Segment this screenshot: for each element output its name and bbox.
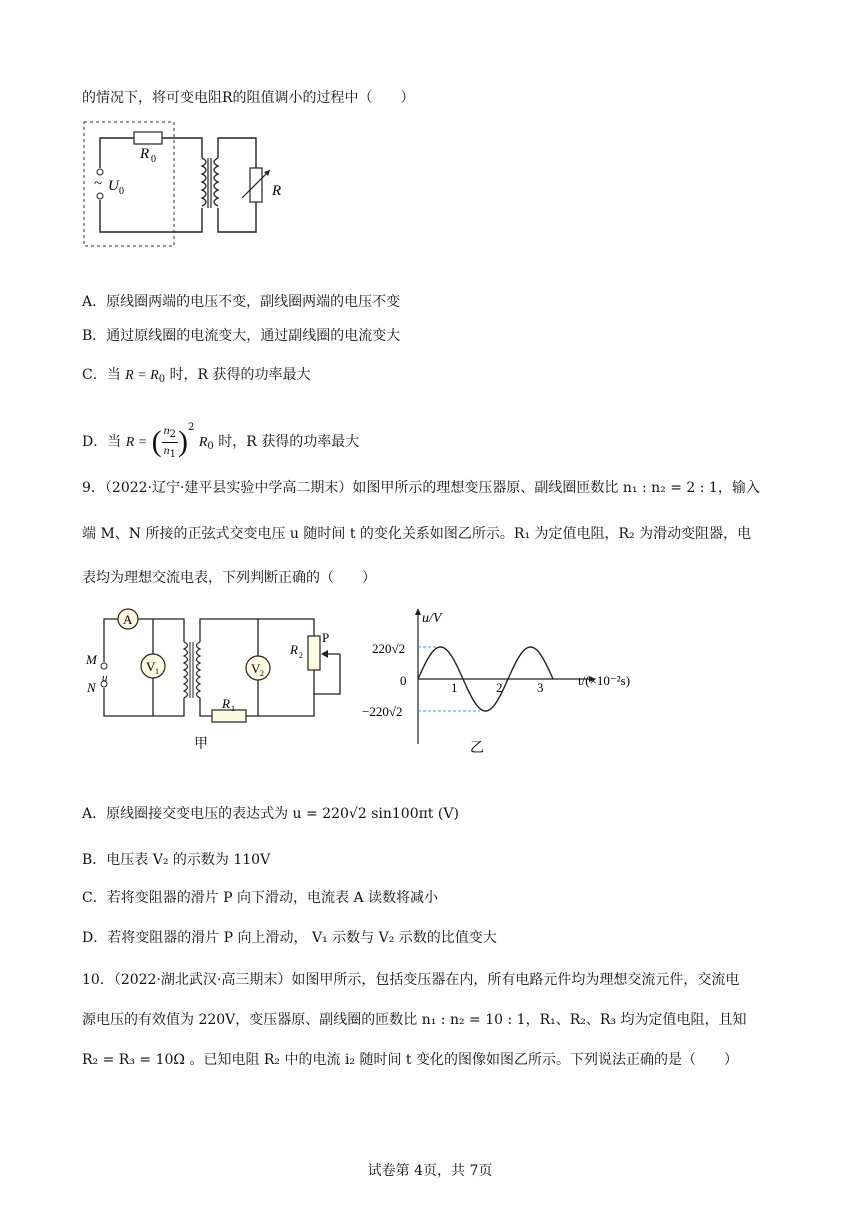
svg-text:0: 0 — [119, 186, 124, 197]
r1-resistor — [212, 710, 246, 722]
caption-yi: 乙 — [470, 741, 484, 754]
page-footer: 试卷第 4页，共 7页 — [367, 1163, 493, 1179]
svg-text:0: 0 — [151, 154, 156, 165]
q8-option-a: A．原线圈两端的电压不变，副线圈两端的电压不变 — [82, 294, 401, 310]
figure-yi — [362, 606, 662, 754]
q8-figure — [82, 118, 292, 250]
svg-text:1: 1 — [155, 667, 159, 676]
svg-text:R: R — [140, 146, 150, 162]
svg-text:U: U — [108, 178, 119, 194]
x-tick-1: 1 — [451, 680, 458, 695]
svg-text:R: R — [290, 642, 298, 657]
ac-symbol: ~ — [94, 176, 103, 192]
q9-line-2: 端 M、N 所接的正弦式交变电压 u 随时间 t 的变化关系如图乙所示。R₁ 为定值电阻，R₂ 为滑动变阻器，电 — [82, 526, 752, 542]
svg-text:V: V — [251, 661, 261, 676]
ymax-label: 220√2 — [372, 641, 406, 656]
svg-text:P: P — [322, 630, 330, 645]
svg-text:R: R — [272, 183, 282, 199]
svg-text:0: 0 — [400, 673, 407, 688]
svg-text:N: N — [87, 680, 96, 695]
x-tick-2: 2 — [496, 680, 503, 695]
q8-option-c: C．当 $R = R_0$ 时，R 获得的功率最大 — [82, 367, 311, 385]
svg-text:2: 2 — [299, 651, 303, 660]
q10-line-3: R₂ = R₃ = 10Ω 。已知电阻 R₂ 中的电流 i₂ 随时间 t 变化的图像如图乙所示。下列说法正确的是（ ） — [82, 1052, 739, 1068]
q9-option-d: D．若将变阻器的滑片 P 向上滑动， V₁ 示数与 V₂ 示数的比值变大 — [82, 930, 497, 946]
variable-resistor — [250, 168, 262, 202]
q9-option-b: B．电压表 V₂ 的示数为 110V — [82, 852, 271, 868]
svg-text:2: 2 — [260, 669, 264, 678]
q9-line-1: 9．（2022·辽宁·建平县实验中学高二期末）如图甲所示的理想变压器原、副线圈匝数比 n₁ : n₂ = 2 : 1，输入 — [82, 480, 760, 496]
svg-text:1: 1 — [231, 704, 235, 713]
q8-option-d: D．当 R = ( $\frac{n_2}{n_1}$ )$^2$ $R_0$ 时，R 获得的功率最大 — [82, 422, 360, 460]
x-tick-3: 3 — [537, 680, 544, 695]
caption-jia: 甲 — [194, 737, 208, 752]
q9-option-a: A．原线圈接交变电压的表达式为 u = 220√2 sin100πt (V) — [82, 806, 459, 822]
svg-text:R: R — [222, 696, 230, 711]
q8-stem-tail: 的情况下，将可变电阻R的阻值调小的过程中（ ） — [82, 90, 415, 106]
svg-text:t/(×10⁻²s): t/(×10⁻²s) — [578, 673, 631, 688]
r2-rheostat — [308, 636, 320, 670]
svg-text:u/V: u/V — [422, 611, 442, 626]
svg-text:M: M — [86, 652, 97, 667]
q10-line-1: 10．（2022·湖北武汉·高三期末）如图甲所示，包括变压器在内，所有电路元件均为理想交流元件，交流电 — [82, 972, 740, 988]
figure-jia — [82, 602, 362, 752]
r0-resistor — [134, 132, 162, 144]
q8-option-b: B．通过原线圈的电流变大，通过副线圈的电流变大 — [82, 328, 401, 344]
ymin-label: −220√2 — [362, 704, 403, 719]
svg-text:A: A — [123, 612, 133, 627]
q9-line-3: 表均为理想交流电表，下列判断正确的（ ） — [82, 570, 376, 586]
svg-text:u: u — [102, 672, 108, 684]
q9-option-c: C．若将变阻器的滑片 P 向下滑动，电流表 A 读数将减小 — [82, 890, 439, 906]
q10-line-2: 源电压的有效值为 220V，变压器原、副线圈的匝数比 n₁ : n₂ = 10 : 1，R₁、R₂、R₃ 均为定值电阻，且知 — [82, 1012, 747, 1028]
svg-text:V: V — [146, 659, 156, 674]
